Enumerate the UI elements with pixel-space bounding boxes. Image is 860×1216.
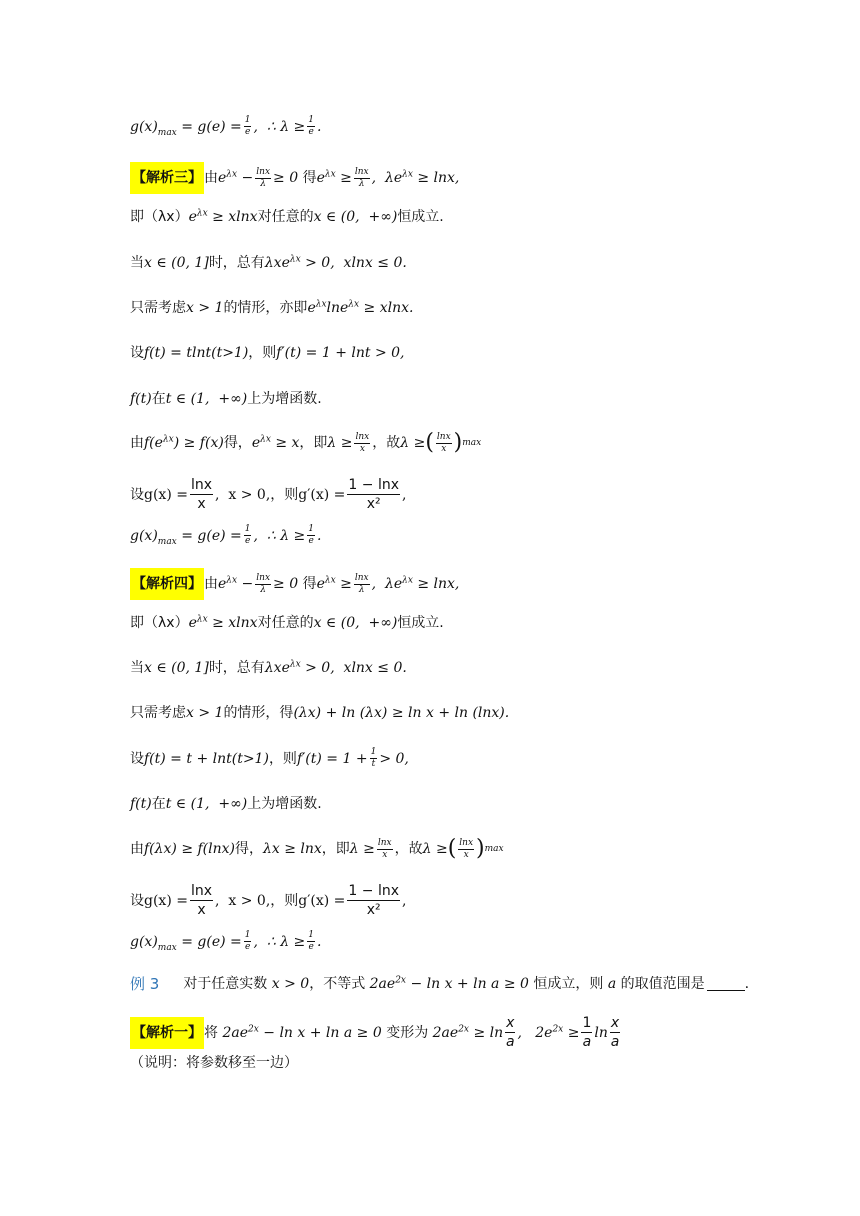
line-17: 由 f(λx) ≥ f(lnx) 得， λx ≥ lnx ，即 λ ≥ $\frac{\ln x}{x}$ ，故 λ ≥ ( $\frac{\ln x}{x}$ ) max bbox=[130, 836, 504, 861]
line-15: 设 f(t) = t + lnt(t>1) ，则 f′(t) = 1 + $\frac{1}{t}$ > 0, bbox=[130, 747, 409, 769]
line-3: 即（λx） $e^{\lambda x} \ge xlnx$ 对任意的 x ∈ (0, +∞) 恒成立. bbox=[130, 208, 444, 225]
example-3-label: 例 3 bbox=[130, 975, 160, 993]
line-4: 当 x ∈ (0, 1] 时，总有 λxe$^{\lambda x}$ > 0, xlnx ≤ 0. bbox=[130, 254, 407, 271]
solution-three-label: 【解析三】 bbox=[130, 162, 204, 194]
result-line-1: $g(x)_{max} = g(e)$ = $\frac{1}{e}$ , ∴ λ ≥ $\frac{1}{e}$ . bbox=[130, 115, 322, 138]
solution-four-label: 【解析四】 bbox=[130, 568, 204, 600]
line-12: 即（λx） $e^{\lambda x} \ge xlnx$ 对任意的 x ∈ (0, +∞) 恒成立. bbox=[130, 614, 444, 631]
line-16: f(t) 在 t ∈ (1, +∞) 上为增函数. bbox=[130, 796, 322, 812]
line-8: 由 $f(e^{\lambda x}) \ge f(x)$ 得， $e^{\lambda x} \ge x$ ，即 λ ≥ $\frac{\ln x}{x}$ ，故 λ ≥ ( $\frac{\ln x}{x}$ ) max bbox=[130, 430, 482, 455]
line-18: 设 g(x) = $\frac{\ln x}{x}$ , x > 0, ，则 g′(x) = $\frac{1 - \ln x}{\text{x²}}$ , bbox=[130, 883, 407, 918]
solution-four-line: 【解析四】 由 $e^{\lambda x}$ − $\frac{\ln x}{\lambda}$ ≥ 0 得 $e^{\lambda x}$ ≥ $\frac{\ln x}{\lambda}$ , $\lambda e^{\lambda x} \ge \ln x$, bbox=[130, 568, 459, 600]
note-line: （说明：将参数移至一边） bbox=[130, 1055, 298, 1071]
line-7: f(t) 在 t ∈ (1, +∞) 上为增函数. bbox=[130, 391, 322, 407]
line-6: 设 f(t) = tlnt(t>1) ，则 f′(t) = 1 + lnt > 0, bbox=[130, 345, 405, 361]
result-line-3: $g(x)_{max} = g(e)$ = $\frac{1}{e}$ , ∴ λ ≥ $\frac{1}{e}$ . bbox=[130, 930, 322, 953]
solution-one-line: 【解析一】 将 $2ae^{2x} - \ln x + \ln a \ge 0$ 变形为 $2ae^{2x} \ge \ln$ $\frac{x}{a}$ , $2e^{2x}$ ≥ $\frac{1}{a}$ ln $\frac{x}{a}$ bbox=[132, 1015, 620, 1050]
line-5: 只需考虑 x > 1 的情形，亦即 $e^{\lambda x}\ln e^{\lambda x} \ge xlnx$. bbox=[130, 299, 414, 316]
result-line-2: $g(x)_{max} = g(e)$ = $\frac{1}{e}$ , ∴ λ ≥ $\frac{1}{e}$ . bbox=[130, 524, 322, 547]
line-14: 只需考虑 x > 1 的情形，得 (λx) + ln (λx) ≥ ln x + ln (lnx). bbox=[130, 705, 510, 721]
line-13: 当 x ∈ (0, 1] 时，总有 λxe$^{\lambda x}$ > 0, xlnx ≤ 0. bbox=[130, 659, 407, 676]
line-9: 设 g(x) = $\frac{\ln x}{x}$ , x > 0, ，则 g′(x) = $\frac{1 - \ln x}{\text{x²}}$ , bbox=[130, 477, 407, 512]
example-3-line: 例 3 对于任意实数 x > 0 ，不等式 $2ae^{2x} - \ln x + \ln a \ge 0$ 恒成立，则 a 的取值范围是 . bbox=[130, 975, 750, 993]
solution-three-line: 【解析三】 由 $e^{\lambda x}$ − $\frac{\ln x}{\lambda}$ ≥ 0 得 $e^{\lambda x}$ ≥ $\frac{\ln x}{\lambda}$ , $\lambda e^{\lambda x} \ge \ln x$, bbox=[130, 162, 459, 194]
solution-one-label: 【解析一】 bbox=[130, 1017, 204, 1049]
answer-blank bbox=[707, 978, 745, 991]
